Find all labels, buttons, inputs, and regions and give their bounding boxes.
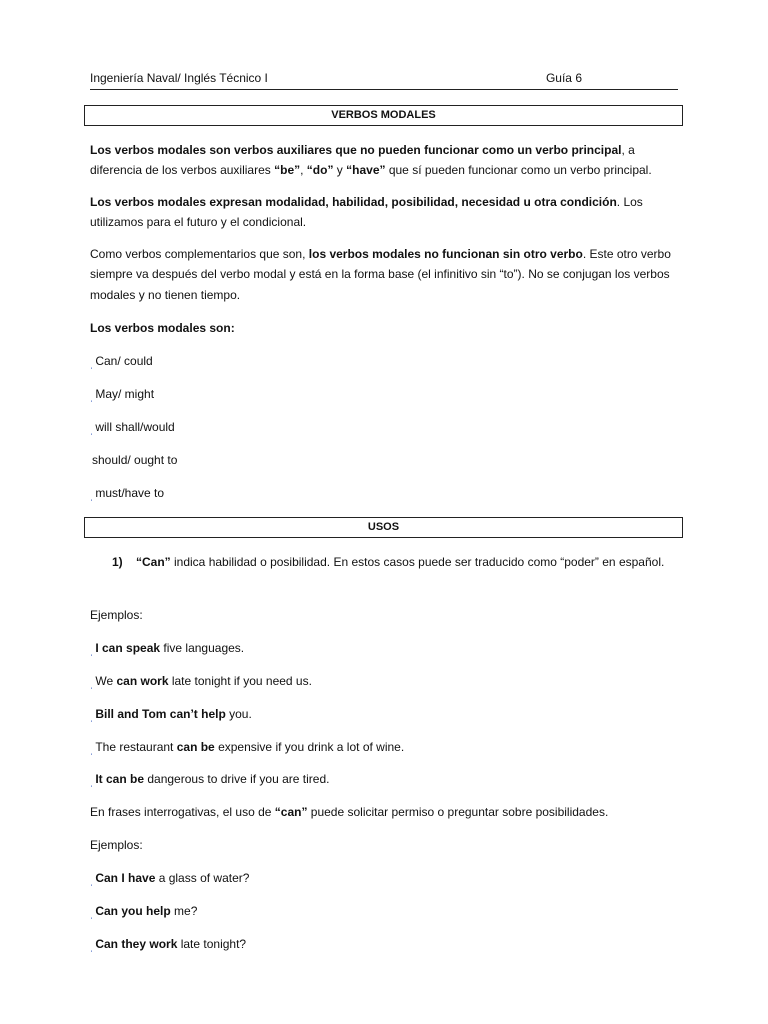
example-pre: We [95,674,117,688]
example-line [90,868,249,888]
p1-tail: que sí pueden funcionar como un verbo principal. [385,163,652,178]
section-title-usos: USOS [84,517,683,538]
course-title: Ingeniería Naval/ Inglés Técnico I [90,71,268,85]
spell-mark-icon: ˌ [90,646,94,657]
p1-y: y [333,163,347,178]
example-line [90,769,329,789]
example-bold: Can I have [95,871,156,885]
modal-list-item [90,384,154,404]
p3-text: . Este otro verbo siempre va después del verbo modal y está en la forma base (el infinitivo sin “to”). No se conjugan los verbos modales y no tienen tiempo. [90,247,671,302]
example-line [90,638,244,658]
use-item-number: 1) [112,555,123,569]
spell-mark-icon: ˌ [90,359,94,370]
page-header [90,68,678,90]
example-post: you. [225,707,252,721]
spell-mark-icon: ˌ [90,745,94,756]
example-bold: Can they work [95,937,178,951]
example-bold: It can be [95,772,145,786]
examples-label: Ejemplos: [90,608,143,622]
interrog-post: puede solicitar permiso o preguntar sobre posibilidades. [307,805,609,819]
p1-have: “have” [346,163,386,178]
example-bold: can work [116,674,169,688]
modal-list-item [90,483,164,503]
example-line [90,671,312,691]
spell-mark-icon: ˌ [90,712,94,723]
modal-list-item-text: should/ ought to [92,453,178,467]
examples-label-2: Ejemplos: [90,838,143,852]
example-post: a glass of water? [155,871,250,885]
spell-mark-icon: ˌ [90,777,94,788]
p3-bold: los verbos modales no funcionan sin otro verbo [308,247,583,261]
interrog-pre: En frases interrogativas, el uso de [90,805,275,819]
modal-list-item-text: Can/ could [95,354,153,368]
modal-list-item [90,450,177,470]
spell-mark-icon: ˌ [90,425,94,436]
use-item-rest: indica habilidad o posibilidad. En estos casos puede ser traducido como “poder” en español. [170,555,665,569]
section-title-verbos-modales: VERBOS MODALES [84,105,683,126]
example-line [90,901,197,921]
modal-list-item-text: will shall/would [95,420,175,434]
use-item-1 [112,552,672,572]
example-line [90,704,252,724]
example-post: five languages. [160,641,245,655]
example-pre: The restaurant [95,740,177,754]
p1-do: “do” [306,163,334,178]
modal-list-item-text: must/have to [95,486,165,500]
paragraph-1 [90,140,690,181]
p2-text: . Los utilizamos para el futuro y el condicional. [90,195,643,230]
example-post: late tonight if you need us. [168,674,312,688]
guide-number: Guía 6 [545,71,582,85]
spell-mark-icon: ˌ [90,909,94,920]
example-post: expensive if you drink a lot of wine. [214,740,405,754]
example-bold: Bill and Tom can’t help [95,707,226,721]
p1-comma: , [300,163,307,178]
modal-list-intro-text: Los verbos modales son: [90,321,235,335]
example-bold: can be [176,740,215,754]
p3-start: Como verbos complementarios que son, [90,247,309,261]
p2-bold: Los verbos modales expresan modalidad, habilidad, posibilidad, necesidad u otra condición [90,195,617,209]
example-post: dangerous to drive if you are tired. [144,772,330,786]
spell-mark-icon: ˌ [90,392,94,403]
use-item-bold: “Can” [136,555,171,569]
example-post: late tonight? [177,937,247,951]
p1-be: “be” [274,163,301,178]
use-item-text [136,552,672,572]
interrogative-paragraph [90,802,608,822]
example-line [90,737,404,757]
modal-list-intro [90,318,235,338]
modal-list-item [90,417,175,437]
p1-bold: Los verbos modales son verbos auxiliares que no pueden funcionar como un verbo principal [90,143,622,157]
example-bold: Can you help [95,904,171,918]
spell-mark-icon: ˌ [90,491,94,502]
example-post: me? [170,904,198,918]
modal-list-item-text: May/ might [95,387,155,401]
modal-list-item [90,351,153,371]
interrog-bold: “can” [274,805,308,819]
paragraph-3 [90,244,690,305]
example-line [90,934,246,954]
spell-mark-icon: ˌ [90,942,94,953]
paragraph-2 [90,192,690,233]
p1-text: , a diferencia de los verbos auxiliares [90,143,635,178]
example-bold: I can speak [95,641,161,655]
spell-mark-icon: ˌ [90,679,94,690]
spell-mark-icon: ˌ [90,876,94,887]
